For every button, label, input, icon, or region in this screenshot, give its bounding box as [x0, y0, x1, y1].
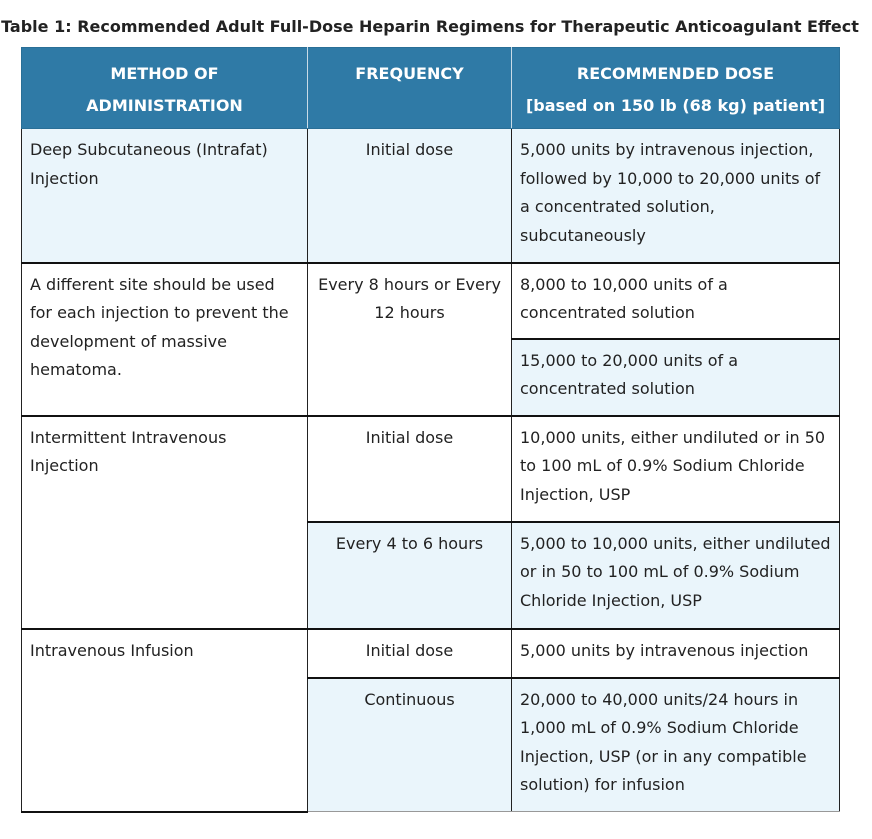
- dose-cell: 8,000 to 10,000 units of a concentrated solution: [512, 263, 840, 339]
- table-caption: Table 1: Recommended Adult Full-Dose Heparin Regimens for Therapeutic Anticoagulant Effect: [1, 17, 859, 36]
- column-header-frequency: FREQUENCY: [308, 48, 512, 129]
- table-row: [22, 416, 840, 522]
- dose-cell: 10,000 units, either undiluted or in 50 to 100 mL of 0.9% Sodium Chloride Injection, USP: [512, 416, 840, 522]
- frequency-cell: Every 4 to 6 hours: [308, 522, 512, 629]
- frequency-cell: Initial dose: [308, 416, 512, 522]
- method-cell: Intermittent Intravenous Injection: [22, 416, 308, 629]
- dose-cell: 5,000 units by intravenous injection, followed by 10,000 to 20,000 units of a concentrated solution, subcutaneously: [512, 129, 840, 263]
- table-row: [22, 263, 840, 339]
- heparin-regimens-table: [21, 47, 840, 813]
- method-cell: A different site should be used for each injection to prevent the development of massive hematoma.: [22, 263, 308, 416]
- column-header-dose: [512, 48, 840, 129]
- frequency-cell: Initial dose: [308, 129, 512, 263]
- method-cell: Intravenous Infusion: [22, 629, 308, 812]
- dose-cell: 15,000 to 20,000 units of a concentrated solution: [512, 339, 840, 416]
- table-row: [22, 129, 840, 263]
- dose-cell: 5,000 units by intravenous injection: [512, 629, 840, 678]
- frequency-cell: Every 8 hours or Every 12 hours: [308, 263, 512, 416]
- table-header-row: [22, 48, 840, 129]
- table-row: [22, 629, 840, 678]
- dose-cell: 5,000 to 10,000 units, either undiluted or in 50 to 100 mL of 0.9% Sodium Chloride Injection, USP: [512, 522, 840, 629]
- dose-header-line1: RECOMMENDED DOSE: [576, 64, 775, 83]
- frequency-cell: Continuous: [308, 678, 512, 812]
- column-header-method: METHOD OF ADMINISTRATION: [22, 48, 308, 129]
- method-cell: Deep Subcutaneous (Intrafat) Injection: [22, 129, 308, 263]
- dose-header-line2: [based on 150 lb (68 kg) patient]: [525, 96, 826, 115]
- frequency-cell: Initial dose: [308, 629, 512, 678]
- dose-cell: 20,000 to 40,000 units/24 hours in 1,000 mL of 0.9% Sodium Chloride Injection, USP (or in any compatible solution) for infusion: [512, 678, 840, 812]
